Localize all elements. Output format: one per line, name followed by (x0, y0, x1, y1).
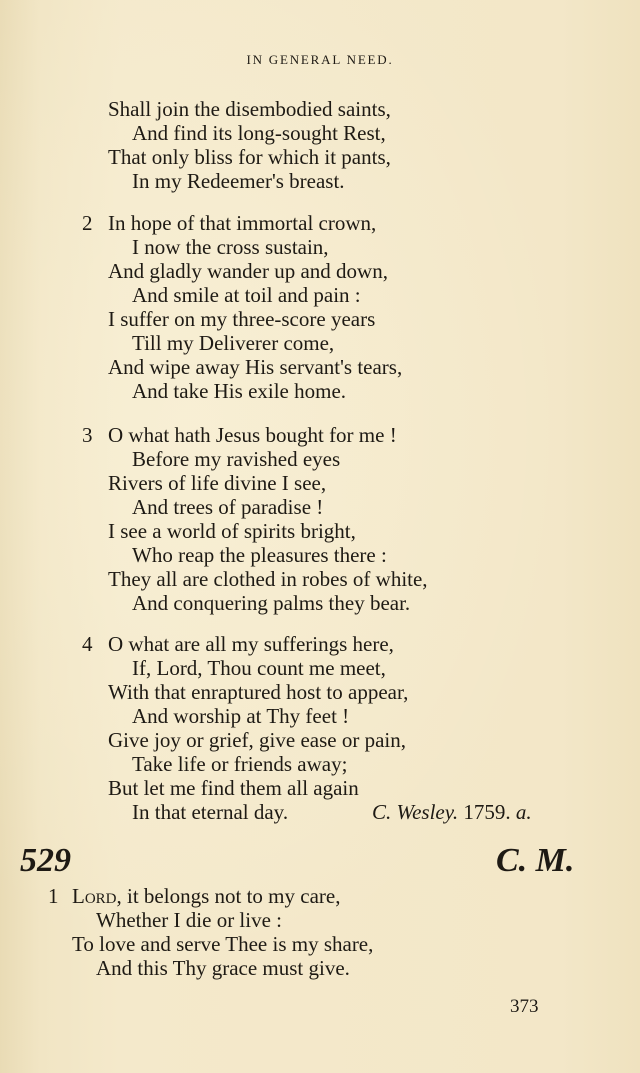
verse-line: Shall join the disembodied saints, (108, 97, 391, 121)
running-header: IN GENERAL NEED. (246, 52, 394, 67)
verse-line: And trees of paradise ! (132, 495, 324, 519)
verse-line: They all are clothed in robes of white, (108, 567, 428, 591)
verse-line: With that enraptured host to appear, (108, 680, 409, 704)
verse-line: Give joy or grief, give ease or pain, (108, 728, 406, 752)
verse-line (72, 884, 340, 908)
verse-line: Till my Deliverer come, (132, 331, 335, 355)
verse-line: Rivers of life divine I see, (108, 471, 327, 495)
verse-line: In that eternal day. (132, 800, 289, 824)
stanza-number: 1 (48, 884, 59, 908)
page-number: 373 (510, 996, 539, 1017)
verse-line: Before my ravished eyes (132, 447, 341, 471)
verse-line: And gladly wander up and down, (108, 259, 388, 283)
verse-line: And wipe away His servant's tears, (108, 355, 403, 379)
stanza-number: 4 (82, 632, 93, 656)
hymn-meter: C. M. (496, 842, 575, 879)
verse-line: And find its long-sought Rest, (132, 121, 386, 145)
verse-line: And worship at Thy feet ! (132, 704, 350, 728)
year: 1759. (463, 800, 511, 824)
verse-line: And smile at toil and pain : (132, 283, 361, 307)
verse-line: To love and serve Thee is my share, (72, 932, 374, 956)
verse-line: If, Lord, Thou count me meet, (132, 656, 386, 680)
verse-line: And this Thy grace must give. (96, 956, 350, 980)
verse-line: Take life or friends away; (132, 752, 348, 776)
verse-line-rest: , it belongs not to my care, (116, 884, 341, 908)
verse-line: But let me find them all again (108, 776, 359, 800)
hymn-number: 529 (20, 842, 71, 879)
verse-line: In my Redeemer's breast. (132, 169, 345, 193)
attribution (372, 800, 532, 825)
stanza-number: 3 (82, 423, 93, 447)
verse-line: Whether I die or live : (96, 908, 283, 932)
small-caps-word: Lord (72, 884, 117, 908)
verse-line: I now the cross sustain, (132, 235, 329, 259)
stanza-number: 2 (82, 211, 93, 235)
verse-line: And conquering palms they bear. (132, 591, 411, 615)
author-name: C. Wesley. (372, 800, 459, 824)
verse-line: And take His exile home. (132, 379, 347, 403)
verse-line: I suffer on my three-score years (108, 307, 376, 331)
attribution-suffix: a. (515, 800, 532, 824)
verse-line: Who reap the pleasures there : (132, 543, 387, 567)
verse-line: That only bliss for which it pants, (108, 145, 391, 169)
verse-line: I see a world of spirits bright, (108, 519, 356, 543)
verse-line: In hope of that immortal crown, (108, 211, 377, 235)
verse-line: O what are all my sufferings here, (108, 632, 394, 656)
verse-line: O what hath Jesus bought for me ! (108, 423, 397, 447)
